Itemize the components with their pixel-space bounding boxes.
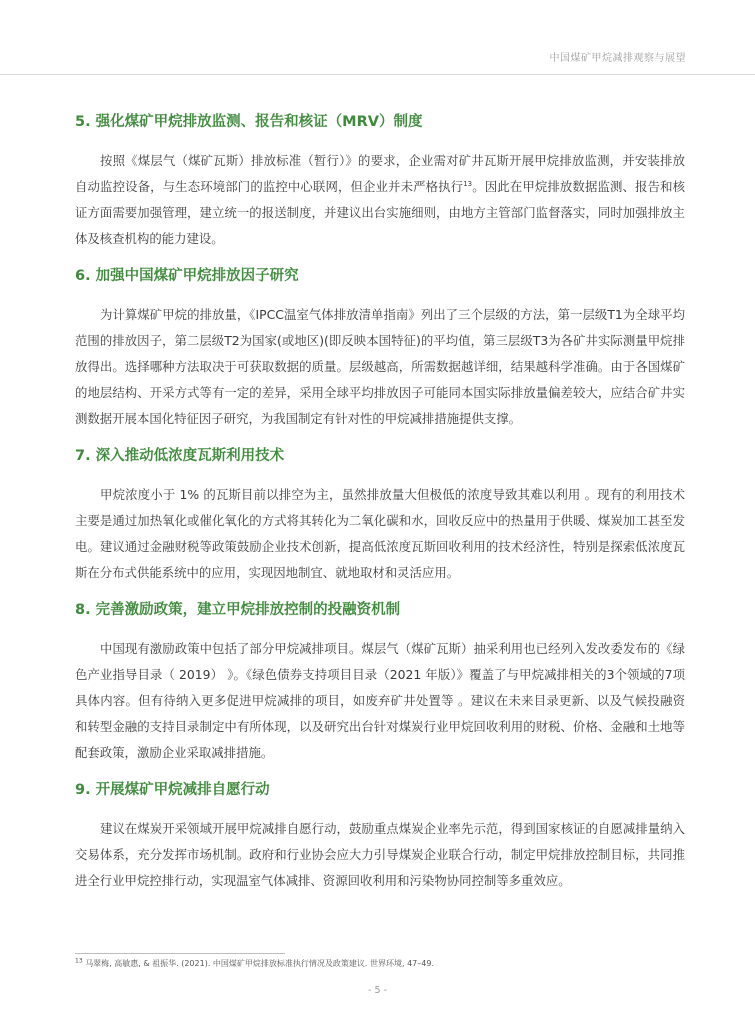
footnote-text: 马翠梅, 高敏惠, & 祖振华. (2021). 中国煤矿甲烷排放标准执行情况及政策建议. 世界环境, 47–49. <box>85 959 434 968</box>
section-heading: 5. 强化煤矿甲烷排放监测、报告和核证（MRV）制度 <box>75 114 423 130</box>
section-8 <box>75 600 685 766</box>
section-paragraph: 为计算煤矿甲烷的排放量，《IPCC温室气体排放清单指南》列出了三个层级的方法，第一层级T1为全球平均范围的排放因子，第二层级T2为国家(或地区)(即反映本国特征)的平均值，第三层级T3为各矿井实际测量甲烷排放得出。选择哪种方法取决于可获取数据的质量。层级越高，所需数据越详细，结果越科学准确。由于各国煤矿的地层结构、开采方式等有一定的差异，采用全球平均排放因子可能同本国实际排放量偏差较大，应结合矿井实测数据开展本国化特征因子研究，为我国制定有针对性的甲烷减排措施提供支撑。 <box>75 307 685 426</box>
section-heading: 6. 加强中国煤矿甲烷排放因子研究 <box>75 268 299 284</box>
header-title: 中国煤矿甲烷减排观察与展望 <box>549 53 686 64</box>
paragraph-text: 。因此在甲烷排放数据监测、报告和核证方面需要加强管理，建立统一的报送制度，并建议出台实施细则，由地方主管部门监督落实，同时加强排放主体及核查机构的能力建设。 <box>75 179 686 246</box>
section-6 <box>75 266 685 432</box>
section-5 <box>75 112 685 252</box>
footnote <box>75 958 695 970</box>
section-heading: 8. 完善激励政策，建立甲烷排放控制的投融资机制 <box>75 602 401 618</box>
section-heading: 7. 深入推动低浓度瓦斯利用技术 <box>75 448 285 464</box>
footnote-reference[interactable]: 13 <box>463 179 473 188</box>
section-paragraph <box>75 148 685 252</box>
section-paragraph: 中国现有激励政策中包括了部分甲烷减排项目。煤层气（煤矿瓦斯）抽采利用也已经列入发改委发布的《绿色产业指导目录（ 2019） 》。《绿色债券支持项目目录（2021 年版）》覆盖了与甲烷减排相关的3个领域的7项具体内容。但有待纳入更多促进甲烷减排的项目，如废弃矿井处置等 。建议在未来目录更新、以及气候投融资和转型金融的支持目录制定中有所体现，以及研究出台针对煤炭行业甲烷回收利用的财税、价格、金融和土地等配套政策，激励企业采取减排措施。 <box>75 641 685 760</box>
section-paragraph: 建议在煤炭开采领域开展甲烷减排自愿行动，鼓励重点煤炭企业率先示范，得到国家核证的自愿减排量纳入交易体系，充分发挥市场机制。政府和行业协会应大力引导煤炭企业联合行动，制定甲烷排放控制目标，共同推进全行业甲烷控排行动，实现温室气体减排、资源回收利用和污染物协同控制等多重效应。 <box>75 821 685 888</box>
main-content <box>75 112 685 908</box>
section-9 <box>75 780 685 894</box>
footnote-mark: 13 <box>75 957 83 965</box>
section-7 <box>75 446 685 586</box>
section-paragraph: 甲烷浓度小于 1% 的瓦斯目前以排空为主，虽然排放量大但极低的浓度导致其难以利用 。现有的利用技术主要是通过加热氧化或催化氧化的方式将其转化为二氧化碳和水，回收反应中的热量用于供暖、煤炭加工甚至发电。建议通过金融财税等政策鼓励企业技术创新，提高低浓度瓦斯回收利用的技术经济性，特别是探索低浓度瓦斯在分布式供能系统中的应用，实现因地制宜、就地取材和灵活应用。 <box>75 487 685 580</box>
section-heading: 9. 开展煤矿甲烷减排自愿行动 <box>75 782 270 798</box>
paragraph-text: 按照《煤层气（煤矿瓦斯）排放标准（暂行）》的要求，企业需对矿井瓦斯开展甲烷排放监测，并安装排放自动监控设备，与生态环境部门的监控中心联网，但企业并未严格执行 <box>75 153 685 194</box>
page-header <box>0 0 755 75</box>
footnote-divider <box>75 953 285 954</box>
page-number: - 5 - <box>368 985 387 996</box>
